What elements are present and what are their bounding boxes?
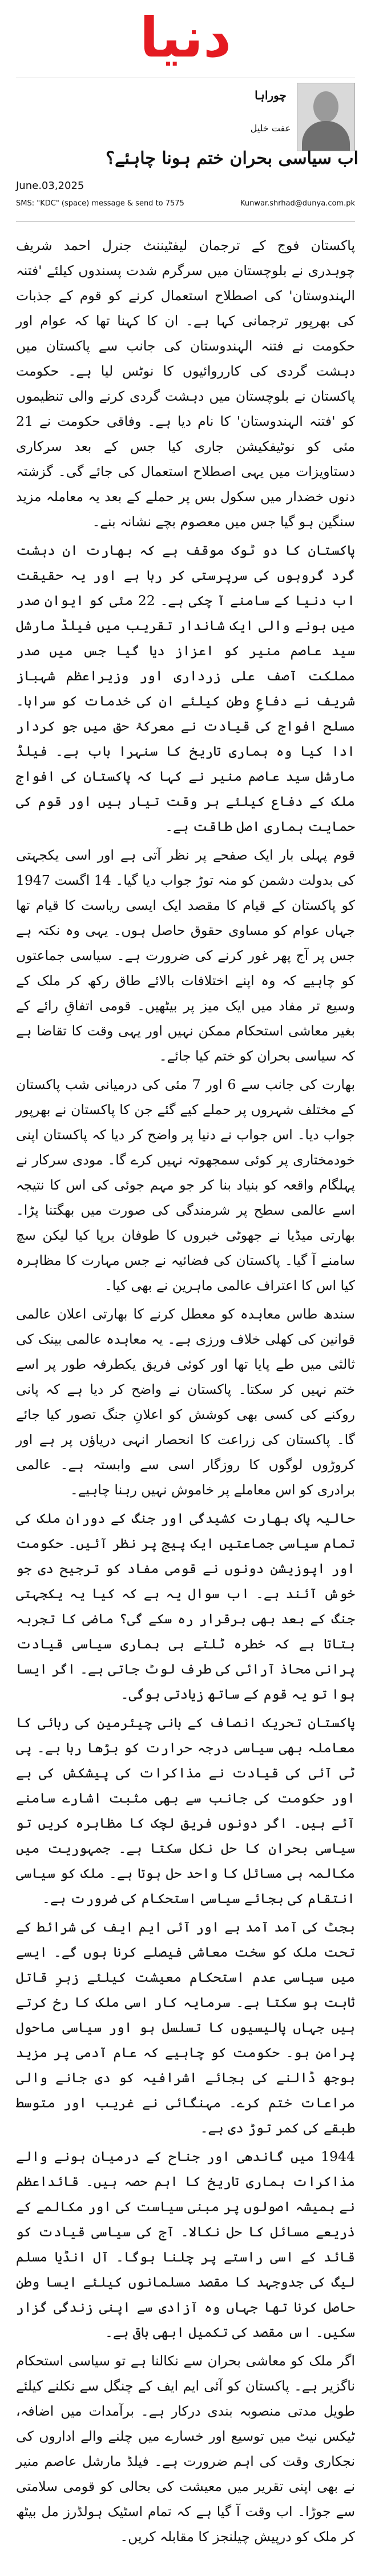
column-name: چوراہا [255, 88, 287, 102]
author-box [247, 83, 355, 203]
article-paragraph: پاکستان کا دو ٹوک موقف ہے کہ بھارت ان دہشت گرد گروہوں کی سرپرستی کر رہا ہے اور یہ حقیقت اب دنیا کے سامنے آ چکی ہے۔ 22 مئی کو ایوانِ صدر میں ہونے والی ایک شاندار تقریب میں فیلڈ مارشل سید عاصم منیر کو اعزاز دیا گیا جس میں صدر مملکت آصف علی زرداری اور وزیراعظم شہباز شریف نے دفاعِ وطن کیلئے ان کی خدمات کو سراہا۔ مسلح افواج کی قیادت نے معرکۂ حق میں جو کردار ادا کیا وہ ہماری تاریخ کا سنہرا باب ہے۔ فیلڈ مارشل سید عاصم منیر نے کہا کہ پاکستان کی افواج ملک کے دفاع کیلئے ہر وقت تیار ہیں اور قوم کی حمایت ہماری اصل طاقت ہے۔ [16, 542, 355, 835]
article-paragraph: 1944 میں گاندھی اور جناح کے درمیان ہونے والے مذاکرات ہماری تاریخ کا اہم حصہ ہیں۔ قائداعظم نے ہمیشہ اصولوں پر مبنی سیاست کی اور مکالمے کے ذریعے مسائل کا حل نکالا۔ آج کی سیاسی قیادت کو قائد کے اسی راستے پر چلنا ہوگا۔ آل انڈیا مسلم لیگ کی جدوجہد کا مقصد مسلمانوں کیلئے ایسا وطن حاصل کرنا تھا جہاں وہ آزادی سے اپنی زندگی گزار سکیں۔ اس مقصد کی تکمیل ابھی باقی ہے۔ [16, 2148, 355, 2340]
article-paragraph: پاکستان تحریک انصاف کے بانی چیئرمین کی رہائی کا معاملہ بھی سیاسی درجہ حرارت کو بڑھا رہا ہے۔ پی ٹی آئی کی قیادت نے مذاکرات کی پیشکش کی ہے اور حکومت کی جانب سے بھی مثبت اشارے سامنے آئے ہیں۔ اگر دونوں فریق لچک کا مظاہرہ کریں تو سیاسی بحران کا حل نکل سکتا ہے۔ جمہوریت میں مکالمہ ہی مسائل کا واحد حل ہوتا ہے۔ ملک کو سیاسی انتقام کی بجائے سیاسی استحکام کی ضرورت ہے۔ [16, 1715, 355, 1906]
article-paragraph: بھارت کی جانب سے 6 اور 7 مئی کی درمیانی شب پاکستان کے مختلف شہروں پر حملے کیے گئے جن کا پاکستان نے بھرپور جواب دیا۔ اس جواب نے دنیا پر واضح کر دیا کہ پاکستان اپنی خودمختاری پر کوئی سمجھوتہ نہیں کرے گا۔ مودی سرکار نے پہلگام واقعہ کو بنیاد بنا کر جو مہم جوئی کی اس کا نتیجہ اسے عالمی سطح پر شرمندگی کی صورت میں بھگتنا پڑا۔ بھارتی میڈیا نے جھوٹی خبروں کا طوفان برپا کیا لیکن سچ سامنے آ گیا۔ پاکستان کی فضائیہ نے جس مہارت کا مظاہرہ کیا اس کا اعتراف عالمی ماہرین نے بھی کیا۔ [16, 1077, 355, 1293]
article-paragraph: اگر ملک کو معاشی بحران سے نکالنا ہے تو سیاسی استحکام ناگزیر ہے۔ پاکستان کو آئی ایم ایف کے چنگل سے نکلنے کیلئے طویل مدتی منصوبہ بندی درکار ہے۔ برآمدات میں اضافہ، ٹیکس نیٹ میں توسیع اور خسارے میں چلنے والے اداروں کی نجکاری وقت کی اہم ضرورت ہے۔ فیلڈ مارشل عاصم منیر نے بھی اپنی تقریر میں معیشت کی بحالی کو قومی سلامتی سے جوڑا۔ اب وقت آ گیا ہے کہ تمام اسٹیک ہولڈرز مل بیٹھ کر ملک کو درپیش چیلنجز کا مقابلہ کریں۔ [16, 2353, 356, 2545]
masthead [16, 0, 355, 78]
article-paragraph: حالیہ پاک بھارت کشیدگی اور جنگ کے دوران ملک کی تمام سیاسی جماعتیں ایک پیج پر نظر آئیں۔ حکومت اور اپوزیشن دونوں نے قومی مفاد کو ترجیح دی جو خوش آئند ہے۔ اب سوال یہ ہے کہ کیا یہ یکجہتی جنگ کے بعد بھی برقرار رہ سکے گی؟ ماضی کا تجربہ بتاتا ہے کہ خطرہ ٹلتے ہی ہماری سیاسی قیادت پرانی محاذ آرائی کی طرف لوٹ جاتی ہے۔ اگر ایسا ہوا تو یہ قوم کے ساتھ زیادتی ہوگی۔ [16, 1510, 355, 1702]
author-photo [297, 83, 355, 151]
article-paragraph: قوم پہلی بار ایک صفحے پر نظر آتی ہے اور اسی یکجہتی کی بدولت دشمن کو منہ توڑ جواب دیا گیا۔ 14 اگست 1947 کو پاکستان کے قیام کا مقصد ایک ایسی ریاست کا قیام تھا جہاں عوام کو مساوی حقوق حاصل ہوں۔ یہی وہ نکتہ ہے جس پر آج پھر غور کرنے کی ضرورت ہے۔ سیاسی جماعتوں کو چاہیے کہ وہ اپنے اختلافات بالائے طاق رکھ کر ملک کے وسیع تر مفاد میں ایک میز پر بیٹھیں۔ قومی اتفاقِ رائے کے بغیر معاشی استحکام ممکن نہیں اور یہی وقت کا تقاضا ہے کہ سیاسی بحران کو ختم کیا جائے۔ [16, 847, 355, 1064]
author-email: Kunwar.shrhad@dunya.com.pk [240, 199, 355, 208]
article-date: June.03,2025 [16, 180, 84, 192]
article-paragraph: پاکستان فوج کے ترجمان لیفٹیننٹ جنرل احمد شریف چوہدری نے بلوچستان میں سرگرم شدت پسندوں کیلئے 'فتنہ الہندوستان' کی اصطلاح استعمال کرنے کو قوم کے جذبات کی بھرپور ترجمانی کہا ہے۔ ان کا کہنا تھا کہ عوام اور حکومت نے فتنہ الہندوستان کی جانب سے پاکستان میں دہشت گردی کی کارروائیوں کا نوٹس لیا ہے۔ حکومت پاکستان نے بلوچستان میں دہشت گردی کرنے والی تنظیموں کو 'فتنہ الہندوستان' کا نام دیا ہے۔ وفاقی حکومت نے 21 مئی کو نوٹیفکیشن جاری کیا جس کے بعد سرکاری دستاویزات میں یہی اصطلاح استعمال کی جائے گی۔ گزشتہ دنوں خضدار میں سکول بس پر حملے کے بعد یہ معاملہ مزید سنگین ہو گیا جس میں معصوم بچے نشانہ بنے۔ [16, 237, 355, 530]
sms-line: SMS: "KDC" (space) message & send to 7575 [16, 199, 184, 208]
dunya-logo: دنیا [139, 6, 232, 70]
article-paragraph: بجٹ کی آمد آمد ہے اور آئی ایم ایف کی شرائط کے تحت ملک کو سخت معاشی فیصلے کرنا ہوں گے۔ ایسے میں سیاسی عدم استحکام معیشت کیلئے زہرِ قاتل ثابت ہو سکتا ہے۔ سرمایہ کار اسی ملک کا رخ کرتے ہیں جہاں پالیسیوں کا تسلسل ہو اور سیاسی ماحول پرامن ہو۔ حکومت کو چاہیے کہ عام آدمی پر مزید بوجھ ڈالنے کی بجائے اشرافیہ کو دی جانے والی مراعات ختم کرے۔ مہنگائی نے غریب اور متوسط طبقے کی کمر توڑ دی ہے۔ [16, 1919, 355, 2136]
contact-line [16, 199, 355, 208]
article-body [16, 233, 355, 2549]
article-paragraph: سندھ طاس معاہدہ کو معطل کرنے کا بھارتی اعلان عالمی قوانین کی کھلی خلاف ورزی ہے۔ یہ معاہدہ عالمی بینک کی ثالثی میں طے پایا تھا اور کوئی فریق یکطرفہ طور پر اسے ختم نہیں کر سکتا۔ پاکستان نے واضح کر دیا ہے کہ پانی روکنے کی کسی بھی کوشش کو اعلانِ جنگ تصور کیا جائے گا۔ پاکستان کی زراعت کا انحصار انہی دریاؤں پر ہے اور کروڑوں لوگوں کا روزگار اسی سے وابستہ ہے۔ عالمی برادری کو اس معاملے پر خاموش نہیں رہنا چاہیے۔ [16, 1306, 355, 1498]
author-head-shape [313, 91, 338, 122]
author-name: عفت خلیل [250, 123, 291, 134]
article-header [16, 78, 358, 221]
article-headline: اب سیاسی بحران ختم ہونا چاہئے؟ [106, 148, 358, 168]
